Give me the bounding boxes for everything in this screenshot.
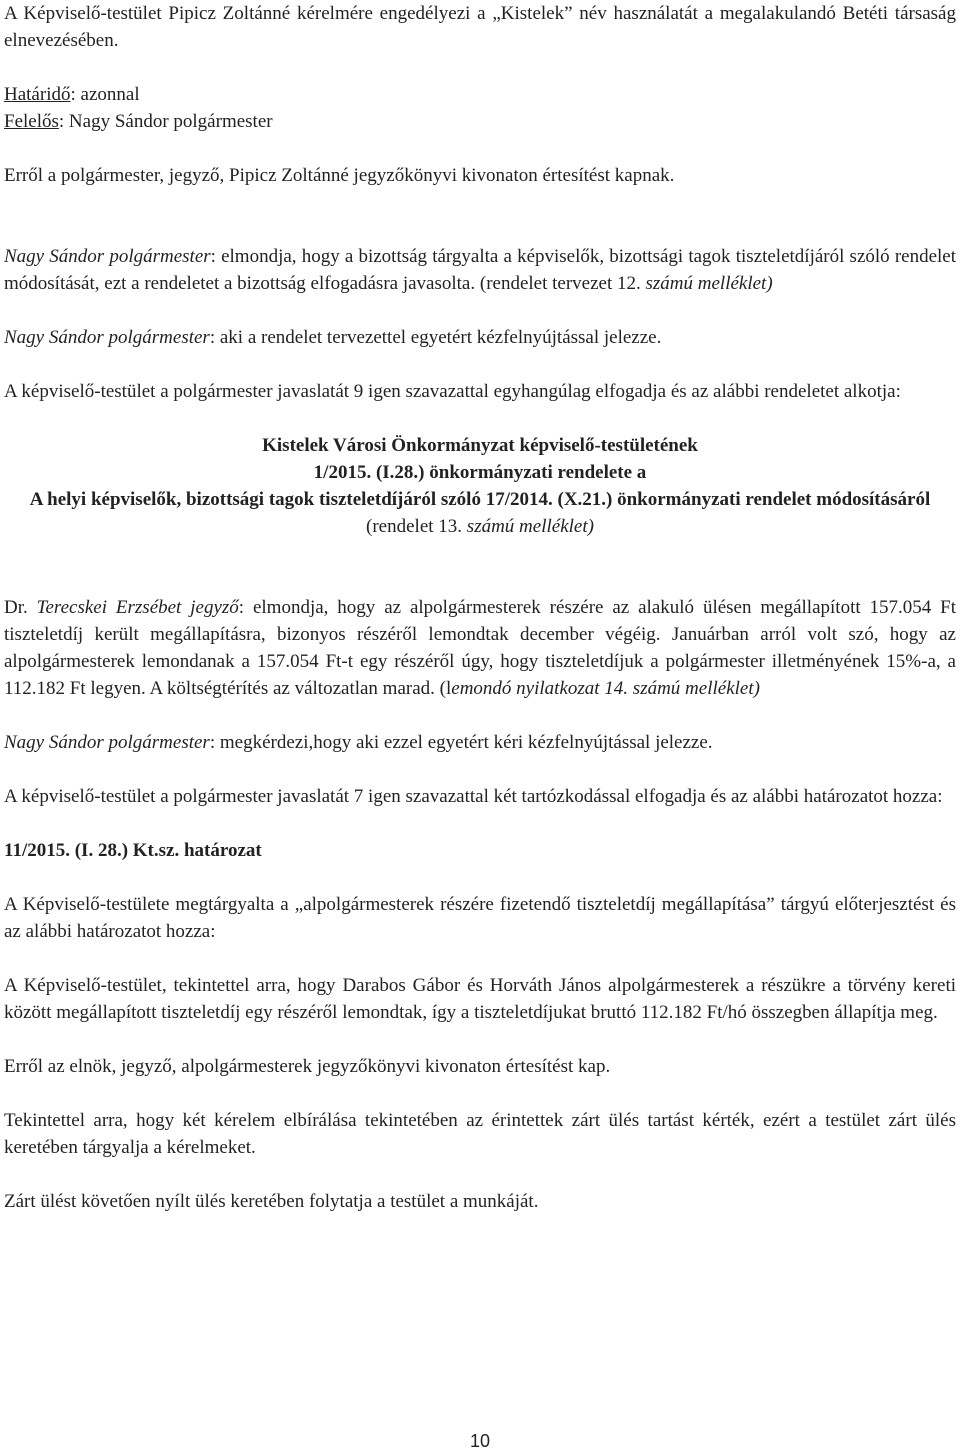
paragraph-vote-1: A képviselő-testület a polgármester javaslatát 9 igen szavazattal egyhangúlag elfogadja és az alábbi rendeletet alkotja: bbox=[4, 381, 901, 402]
speaker-title: Dr. bbox=[4, 597, 37, 618]
page-number: 10 bbox=[469, 1431, 491, 1451]
paragraph-resolution-body: A Képviselő-testület, tekintettel arra, hogy Darabos Gábor és Horváth János alpolgármesterek a részükre a törvény kereti között megállapított tiszteletdíj egy részéről lemondtak, így a tiszteletdíjukat bruttó 112.182 Ft/hó összegben állapítja meg. bbox=[4, 975, 956, 1023]
speaker-name: Nagy Sándor polgármester bbox=[4, 732, 210, 753]
annex-reference: számú melléklet) bbox=[645, 273, 773, 294]
statement-text: : elmondja, hogy az alpolgármesterek részére az alakuló ülésen megállapított 157.054 Ft tiszteletdíj került megállapításra, bizonyos részéről lemondtak december végéig. Januárban arról volt szó, hogy az alpolgármesterek lemondanak a 157.054 Ft-t egy részéről úgy, hogy tiszteletdíjuk a polgármester illetményének 15%-a, a 112.182 Ft legyen. A költségtérítés az változatlan marad. (l bbox=[4, 597, 957, 699]
paragraph-notification-1: Erről a polgármester, jegyző, Pipicz Zoltánné jegyzőkönyvi kivonaton értesítést kapnak. bbox=[4, 165, 675, 186]
deadline-value: : azonnal bbox=[70, 84, 140, 105]
decree-title-line-3: A helyi képviselők, bizottsági tagok tiszteletdíjáról szóló 17/2014. (X.21.) önkormányzati rendelet módosításáról bbox=[29, 489, 931, 510]
paragraph-vote-2: A képviselő-testület a polgármester javaslatát 7 igen szavazattal két tartózkodással elfogadja és az alábbi határozatot hozza: bbox=[4, 786, 943, 807]
statement-text: : elmondja, hogy a bizottság tárgyalta a képviselők, bizottsági tagok tiszteletdíjáról szóló rendelet módosítását, ezt a rendeletet a bizottság elfogadásra javasolta. (rendelet tervezet 12. bbox=[4, 246, 957, 294]
paragraph-notification-2: Erről az elnök, jegyző, alpolgármesterek jegyzőkönyvi kivonaton értesítést kap. bbox=[4, 1056, 611, 1077]
responsible-line bbox=[4, 108, 956, 135]
decree-title-line-1: Kistelek Városi Önkormányzat képviselő-testületének bbox=[262, 435, 698, 456]
paragraph-notary-statement bbox=[4, 594, 956, 702]
paragraph-mayor-statement-2 bbox=[4, 324, 956, 351]
paragraph-mayor-statement-1 bbox=[4, 243, 956, 297]
paragraph-mayor-statement-3 bbox=[4, 729, 956, 756]
annex-reference: emondó nyilatkozat 14. számú melléklet) bbox=[451, 678, 760, 699]
resolution-title: 11/2015. (I. 28.) Kt.sz. határozat bbox=[4, 840, 262, 861]
statement-text: : aki a rendelet tervezettel egyetért kézfelnyújtással jelezze. bbox=[209, 327, 662, 348]
paragraph-open-session: Zárt ülést követően nyílt ülés keretében folytatja a testület a munkáját. bbox=[4, 1191, 539, 1212]
paragraph-closed-session: Tekintettel arra, hogy két kérelem elbírálása tekintetében az érintettek zárt ülés tartást kérték, ezért a testület zárt ülés keretében tárgyalja a kérelmeket. bbox=[4, 1110, 956, 1158]
paragraph-resolution-intro: A Képviselő-testülete megtárgyalta a „alpolgármesterek részére fizetendő tiszteletdíj megállapítása” tárgyú előterjesztést és az alábbi határozatot hozza: bbox=[4, 894, 956, 942]
statement-text: : megkérdezi,hogy aki ezzel egyetért kéri kézfelnyújtással jelezze. bbox=[209, 732, 713, 753]
paragraph-name-permission: A Képviselő-testület Pipicz Zoltánné kérelmére engedélyezi a „Kistelek” név használatát a megalakulandó Betéti társaság elnevezésében. bbox=[4, 3, 956, 51]
speaker-name: Nagy Sándor polgármester bbox=[4, 246, 211, 267]
decree-title-line-2: 1/2015. (I.28.) önkormányzati rendelete a bbox=[313, 462, 647, 483]
annex-reference: számú melléklet) bbox=[466, 516, 594, 537]
speaker-name: Terecskei Erzsébet jegyző bbox=[36, 597, 239, 618]
decree-title-block bbox=[4, 432, 956, 540]
annex-prefix: (rendelet 13. bbox=[366, 516, 467, 537]
responsible-value: : Nagy Sándor polgármester bbox=[58, 111, 273, 132]
decree-annex-line bbox=[4, 513, 956, 540]
deadline-label: Határidő bbox=[4, 84, 71, 105]
speaker-name: Nagy Sándor polgármester bbox=[4, 327, 210, 348]
responsible-label: Felelős bbox=[4, 111, 59, 132]
deadline-line bbox=[4, 81, 956, 108]
document-page bbox=[4, 0, 956, 1215]
